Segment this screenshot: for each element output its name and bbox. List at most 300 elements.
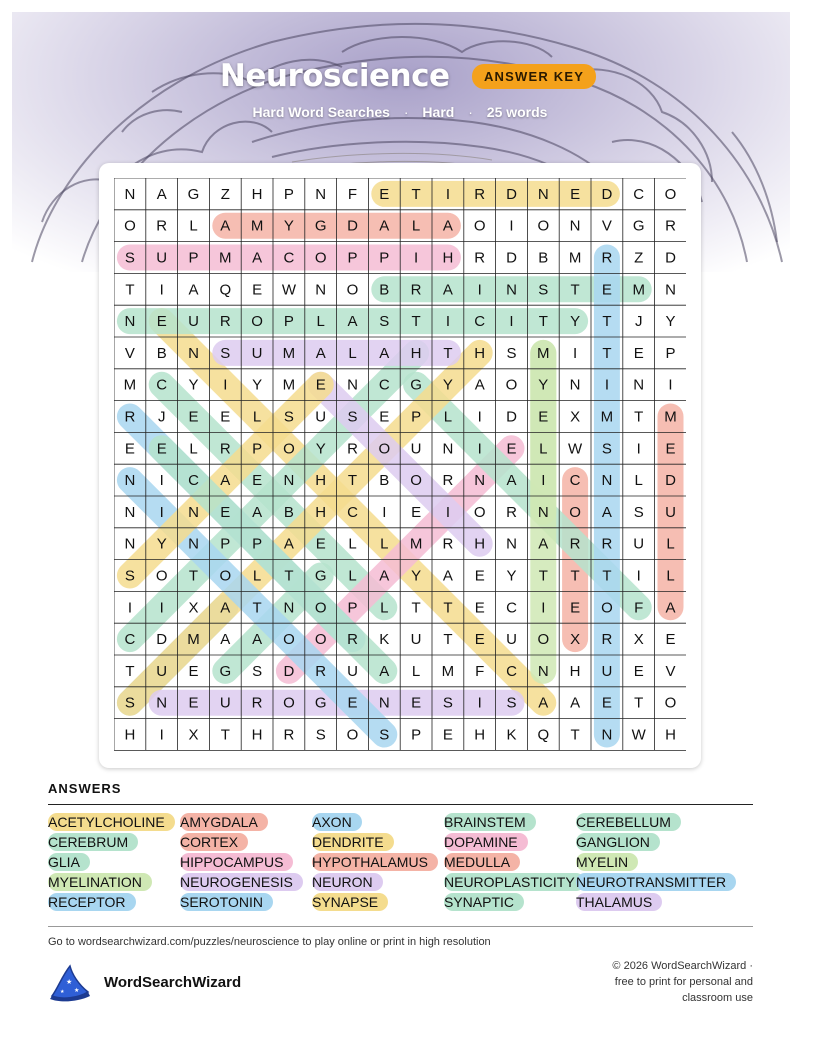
grid-letter[interactable]: W: [631, 726, 646, 744]
grid-letter[interactable]: P: [411, 408, 422, 426]
grid-letter[interactable]: T: [284, 567, 294, 585]
grid-letter[interactable]: V: [601, 217, 612, 235]
grid-letter[interactable]: S: [538, 281, 549, 299]
grid-letter[interactable]: U: [156, 249, 168, 267]
grid-letter[interactable]: A: [665, 599, 676, 617]
grid-letter[interactable]: N: [156, 694, 168, 712]
grid-letter[interactable]: M: [600, 408, 614, 426]
grid-letter[interactable]: O: [314, 599, 327, 617]
footer-link[interactable]: Go to wordsearchwizard.com/puzzles/neuroscience to play online or print in high resolution: [48, 936, 491, 948]
grid-letter[interactable]: I: [509, 217, 514, 235]
grid-letter[interactable]: X: [188, 599, 199, 617]
grid-letter[interactable]: L: [316, 313, 325, 331]
grid-letter[interactable]: A: [538, 694, 549, 712]
grid-letter[interactable]: N: [537, 185, 549, 203]
brand[interactable]: [48, 962, 241, 1002]
grid-letter[interactable]: T: [443, 631, 453, 649]
grid-letter[interactable]: I: [159, 503, 164, 521]
grid-letter[interactable]: S: [252, 662, 263, 680]
grid-letter[interactable]: N: [601, 726, 613, 744]
grid-letter[interactable]: O: [601, 599, 613, 617]
grid-letter[interactable]: O: [664, 185, 677, 203]
grid-letter[interactable]: D: [283, 662, 295, 680]
grid-letter[interactable]: S: [124, 694, 135, 712]
grid-letter[interactable]: G: [632, 217, 645, 235]
grid-letter[interactable]: X: [570, 631, 581, 649]
grid-letter[interactable]: X: [188, 726, 199, 744]
grid-letter[interactable]: A: [220, 217, 231, 235]
grid-letter[interactable]: S: [315, 726, 326, 744]
grid-letter[interactable]: C: [156, 376, 168, 394]
grid-letter[interactable]: D: [506, 249, 517, 267]
grid-letter[interactable]: A: [220, 631, 231, 649]
grid-letter[interactable]: D: [601, 185, 613, 203]
grid-letter[interactable]: L: [666, 567, 675, 585]
grid-letter[interactable]: A: [347, 313, 358, 331]
grid-letter[interactable]: E: [156, 313, 167, 331]
grid-letter[interactable]: N: [633, 376, 645, 394]
grid-letter[interactable]: R: [251, 694, 263, 712]
grid-letter[interactable]: A: [252, 249, 263, 267]
grid-letter[interactable]: E: [570, 599, 581, 617]
grid-letter[interactable]: O: [219, 567, 232, 585]
grid-letter[interactable]: H: [474, 344, 486, 362]
grid-letter[interactable]: R: [124, 408, 136, 426]
grid-letter[interactable]: P: [220, 535, 231, 553]
grid-letter[interactable]: T: [538, 567, 548, 585]
grid-letter[interactable]: O: [283, 694, 295, 712]
grid-letter[interactable]: R: [601, 249, 613, 267]
grid-letter[interactable]: S: [379, 726, 390, 744]
grid-letter[interactable]: O: [537, 217, 550, 235]
grid-letter[interactable]: F: [347, 185, 358, 203]
grid-letter[interactable]: D: [506, 185, 517, 203]
grid-letter[interactable]: I: [445, 185, 450, 203]
grid-letter[interactable]: Y: [538, 376, 549, 394]
grid-letter[interactable]: N: [188, 344, 199, 362]
grid-letter[interactable]: H: [665, 726, 676, 744]
grid-letter[interactable]: R: [665, 217, 676, 235]
grid-letter[interactable]: E: [411, 694, 422, 712]
grid-letter[interactable]: N: [442, 440, 454, 458]
grid-letter[interactable]: L: [539, 440, 548, 458]
grid-letter[interactable]: H: [474, 535, 486, 553]
grid-letter[interactable]: N: [188, 535, 199, 553]
grid-letter[interactable]: A: [379, 662, 390, 680]
grid-letter[interactable]: O: [155, 567, 168, 585]
grid-letter[interactable]: G: [314, 217, 327, 235]
grid-letter[interactable]: Y: [506, 567, 517, 585]
grid-letter[interactable]: E: [124, 440, 135, 458]
grid-letter[interactable]: P: [283, 313, 294, 331]
grid-letter[interactable]: S: [633, 503, 644, 521]
grid-letter[interactable]: O: [537, 631, 550, 649]
grid-letter[interactable]: A: [442, 567, 453, 585]
grid-letter[interactable]: E: [188, 408, 199, 426]
grid-letter[interactable]: P: [347, 249, 358, 267]
grid-letter[interactable]: Y: [315, 440, 326, 458]
grid-letter[interactable]: L: [411, 662, 421, 680]
grid-letter[interactable]: U: [506, 631, 517, 649]
grid-letter[interactable]: A: [379, 217, 390, 235]
grid-letter[interactable]: S: [442, 694, 453, 712]
grid-letter[interactable]: C: [124, 631, 136, 649]
grid-letter[interactable]: L: [348, 344, 357, 362]
grid-letter[interactable]: P: [665, 344, 676, 362]
grid-letter[interactable]: U: [347, 662, 358, 680]
grid-letter[interactable]: E: [601, 281, 612, 299]
grid-letter[interactable]: N: [474, 472, 486, 490]
grid-letter[interactable]: T: [634, 408, 644, 426]
grid-letter[interactable]: H: [474, 726, 486, 744]
grid-letter[interactable]: R: [506, 503, 517, 521]
grid-letter[interactable]: R: [601, 535, 613, 553]
grid-letter[interactable]: D: [156, 631, 168, 649]
grid-letter[interactable]: B: [156, 344, 167, 362]
grid-letter[interactable]: E: [252, 472, 263, 490]
grid-letter[interactable]: I: [127, 599, 132, 617]
grid-letter[interactable]: L: [252, 567, 262, 585]
grid-letter[interactable]: U: [315, 408, 327, 426]
grid-letter[interactable]: I: [541, 472, 546, 490]
grid-letter[interactable]: O: [473, 503, 486, 521]
grid-letter[interactable]: L: [380, 535, 389, 553]
grid-letter[interactable]: I: [477, 694, 482, 712]
grid-letter[interactable]: I: [414, 249, 419, 267]
grid-letter[interactable]: I: [477, 281, 482, 299]
grid-letter[interactable]: A: [570, 694, 581, 712]
grid-letter[interactable]: H: [124, 726, 136, 744]
grid-letter[interactable]: A: [252, 631, 263, 649]
grid-letter[interactable]: N: [315, 185, 327, 203]
grid-letter[interactable]: A: [252, 503, 263, 521]
grid-letter[interactable]: M: [282, 376, 296, 394]
grid-letter[interactable]: U: [633, 535, 645, 553]
grid-letter[interactable]: I: [159, 726, 164, 744]
grid-letter[interactable]: S: [124, 249, 135, 267]
grid-letter[interactable]: R: [442, 535, 454, 553]
grid-letter[interactable]: M: [568, 249, 582, 267]
grid-letter[interactable]: H: [569, 662, 581, 680]
grid-letter[interactable]: D: [665, 472, 676, 490]
grid-letter[interactable]: I: [159, 599, 164, 617]
grid-letter[interactable]: T: [252, 599, 262, 617]
grid-letter[interactable]: G: [187, 185, 200, 203]
grid-letter[interactable]: O: [346, 281, 359, 299]
grid-letter[interactable]: P: [347, 599, 358, 617]
grid-letter[interactable]: N: [537, 662, 549, 680]
grid-letter[interactable]: I: [636, 440, 641, 458]
grid-letter[interactable]: O: [410, 472, 422, 490]
grid-letter[interactable]: S: [601, 440, 612, 458]
grid-letter[interactable]: J: [634, 313, 643, 331]
grid-letter[interactable]: N: [378, 694, 390, 712]
grid-letter[interactable]: N: [283, 599, 295, 617]
grid-letter[interactable]: N: [347, 376, 358, 394]
grid-letter[interactable]: C: [188, 472, 199, 490]
grid-letter[interactable]: T: [125, 662, 135, 680]
grid-letter[interactable]: N: [315, 281, 327, 299]
grid-letter[interactable]: E: [252, 281, 263, 299]
grid-letter[interactable]: T: [443, 344, 453, 362]
grid-letter[interactable]: D: [665, 249, 676, 267]
grid-letter[interactable]: R: [347, 631, 358, 649]
grid-letter[interactable]: E: [633, 662, 644, 680]
grid-letter[interactable]: R: [315, 662, 327, 680]
grid-letter[interactable]: A: [188, 281, 199, 299]
grid-letter[interactable]: H: [315, 472, 327, 490]
grid-letter[interactable]: P: [252, 535, 263, 553]
grid-letter[interactable]: L: [634, 472, 643, 490]
grid-letter[interactable]: S: [506, 694, 517, 712]
grid-letter[interactable]: E: [506, 440, 517, 458]
grid-letter[interactable]: U: [251, 344, 263, 362]
grid-letter[interactable]: O: [346, 726, 359, 744]
grid-letter[interactable]: M: [537, 344, 550, 362]
grid-letter[interactable]: N: [283, 472, 295, 490]
grid-letter[interactable]: Y: [252, 376, 263, 394]
grid-letter[interactable]: E: [188, 694, 199, 712]
grid-letter[interactable]: D: [347, 217, 358, 235]
grid-letter[interactable]: E: [315, 376, 326, 394]
grid-letter[interactable]: A: [601, 503, 612, 521]
grid-letter[interactable]: A: [283, 535, 294, 553]
grid-letter[interactable]: N: [665, 281, 676, 299]
grid-letter[interactable]: O: [473, 217, 486, 235]
grid-letter[interactable]: A: [220, 599, 231, 617]
grid-letter[interactable]: E: [474, 631, 485, 649]
grid-letter[interactable]: M: [219, 249, 232, 267]
grid-letter[interactable]: S: [347, 408, 358, 426]
grid-letter[interactable]: T: [411, 313, 421, 331]
grid-letter[interactable]: E: [665, 631, 676, 649]
grid-letter[interactable]: Y: [665, 313, 676, 331]
grid-letter[interactable]: N: [569, 217, 581, 235]
grid-letter[interactable]: Z: [634, 249, 644, 267]
grid-letter[interactable]: A: [156, 185, 167, 203]
grid-letter[interactable]: T: [602, 344, 612, 362]
grid-letter[interactable]: I: [509, 313, 514, 331]
grid-letter[interactable]: T: [347, 472, 358, 490]
grid-letter[interactable]: L: [666, 535, 675, 553]
grid-letter[interactable]: C: [633, 185, 645, 203]
grid-letter[interactable]: F: [634, 599, 644, 617]
grid-letter[interactable]: I: [159, 472, 164, 490]
grid-letter[interactable]: A: [379, 344, 390, 362]
grid-letter[interactable]: E: [315, 535, 326, 553]
grid-letter[interactable]: A: [220, 472, 231, 490]
grid-letter[interactable]: P: [188, 249, 199, 267]
grid-letter[interactable]: E: [379, 185, 390, 203]
grid-letter[interactable]: C: [506, 662, 517, 680]
grid-letter[interactable]: W: [281, 281, 296, 299]
grid-letter[interactable]: Y: [442, 376, 453, 394]
grid-letter[interactable]: O: [664, 694, 677, 712]
grid-letter[interactable]: H: [442, 249, 454, 267]
grid-letter[interactable]: J: [157, 408, 166, 426]
grid-letter[interactable]: T: [411, 185, 421, 203]
grid-letter[interactable]: S: [379, 313, 390, 331]
grid-letter[interactable]: P: [379, 249, 390, 267]
grid-letter[interactable]: E: [474, 567, 485, 585]
grid-letter[interactable]: T: [188, 567, 199, 585]
grid-letter[interactable]: E: [601, 694, 612, 712]
grid-letter[interactable]: N: [124, 535, 136, 553]
grid-letter[interactable]: Y: [188, 376, 199, 394]
grid-letter[interactable]: C: [474, 313, 486, 331]
grid-letter[interactable]: Y: [283, 217, 294, 235]
grid-letter[interactable]: R: [347, 440, 358, 458]
grid-letter[interactable]: I: [477, 408, 482, 426]
grid-letter[interactable]: D: [506, 408, 517, 426]
grid-letter[interactable]: Q: [537, 726, 550, 744]
grid-letter[interactable]: T: [125, 281, 135, 299]
grid-letter[interactable]: L: [411, 217, 421, 235]
grid-letter[interactable]: T: [570, 567, 580, 585]
grid-letter[interactable]: O: [124, 217, 136, 235]
grid-letter[interactable]: N: [506, 281, 517, 299]
grid-letter[interactable]: U: [665, 503, 676, 521]
grid-letter[interactable]: C: [347, 503, 358, 521]
grid-letter[interactable]: N: [188, 503, 199, 521]
grid-letter[interactable]: R: [569, 535, 581, 553]
grid-letter[interactable]: R: [156, 217, 168, 235]
grid-letter[interactable]: L: [348, 567, 357, 585]
grid-letter[interactable]: C: [283, 249, 295, 267]
grid-letter[interactable]: N: [124, 472, 136, 490]
grid-letter[interactable]: M: [441, 662, 455, 680]
grid-letter[interactable]: L: [189, 440, 198, 458]
grid-letter[interactable]: K: [379, 631, 390, 649]
grid-letter[interactable]: E: [474, 599, 485, 617]
grid-letter[interactable]: I: [636, 567, 641, 585]
grid-letter[interactable]: A: [506, 472, 517, 490]
grid-letter[interactable]: A: [442, 281, 453, 299]
grid-letter[interactable]: H: [251, 726, 263, 744]
grid-letter[interactable]: B: [379, 281, 390, 299]
grid-letter[interactable]: I: [159, 281, 164, 299]
grid-letter[interactable]: E: [188, 662, 199, 680]
grid-letter[interactable]: A: [315, 344, 326, 362]
grid-letter[interactable]: L: [380, 599, 389, 617]
grid-letter[interactable]: Z: [220, 185, 230, 203]
grid-letter[interactable]: N: [124, 313, 136, 331]
grid-letter[interactable]: T: [443, 599, 453, 617]
grid-letter[interactable]: M: [250, 217, 264, 235]
grid-letter[interactable]: N: [569, 376, 581, 394]
grid-letter[interactable]: B: [538, 249, 549, 267]
grid-letter[interactable]: O: [251, 313, 263, 331]
grid-letter[interactable]: O: [314, 631, 327, 649]
grid-letter[interactable]: I: [477, 440, 482, 458]
grid-letter[interactable]: I: [604, 376, 609, 394]
grid-letter[interactable]: A: [474, 376, 485, 394]
grid-letter[interactable]: T: [602, 567, 612, 585]
grid-letter[interactable]: G: [314, 567, 327, 585]
grid-letter[interactable]: T: [570, 726, 580, 744]
grid-letter[interactable]: S: [220, 344, 231, 362]
grid-letter[interactable]: L: [189, 217, 198, 235]
grid-letter[interactable]: L: [348, 535, 357, 553]
grid-letter[interactable]: I: [445, 503, 450, 521]
grid-letter[interactable]: O: [314, 249, 327, 267]
grid-letter[interactable]: R: [219, 440, 231, 458]
grid-letter[interactable]: M: [123, 376, 137, 394]
grid-letter[interactable]: W: [568, 440, 583, 458]
grid-letter[interactable]: Y: [570, 313, 581, 331]
grid-letter[interactable]: A: [379, 567, 390, 585]
grid-letter[interactable]: B: [379, 472, 390, 490]
grid-letter[interactable]: R: [410, 281, 422, 299]
grid-letter[interactable]: T: [634, 694, 644, 712]
grid-letter[interactable]: Y: [411, 567, 422, 585]
grid-letter[interactable]: I: [223, 376, 228, 394]
grid-letter[interactable]: N: [124, 185, 136, 203]
grid-letter[interactable]: E: [220, 503, 231, 521]
grid-letter[interactable]: T: [220, 726, 230, 744]
grid-letter[interactable]: N: [124, 503, 136, 521]
grid-letter[interactable]: G: [410, 376, 422, 394]
grid-letter[interactable]: A: [538, 535, 549, 553]
grid-letter[interactable]: U: [410, 631, 422, 649]
grid-letter[interactable]: E: [156, 440, 167, 458]
grid-letter[interactable]: T: [411, 599, 421, 617]
grid-letter[interactable]: R: [219, 313, 231, 331]
grid-letter[interactable]: M: [409, 535, 423, 553]
grid-letter[interactable]: O: [283, 440, 295, 458]
grid-letter[interactable]: Q: [219, 281, 232, 299]
grid-letter[interactable]: E: [538, 408, 549, 426]
grid-letter[interactable]: O: [378, 440, 391, 458]
grid-letter[interactable]: X: [570, 408, 581, 426]
grid-letter[interactable]: V: [124, 344, 135, 362]
grid-letter[interactable]: I: [573, 344, 578, 362]
grid-letter[interactable]: L: [443, 408, 453, 426]
grid-letter[interactable]: U: [188, 313, 199, 331]
grid-letter[interactable]: S: [283, 408, 294, 426]
grid-letter[interactable]: E: [220, 408, 231, 426]
grid-letter[interactable]: X: [633, 631, 644, 649]
grid-letter[interactable]: U: [410, 440, 422, 458]
grid-letter[interactable]: H: [315, 503, 327, 521]
grid-letter[interactable]: G: [314, 694, 327, 712]
grid-letter[interactable]: Y: [156, 535, 167, 553]
grid-letter[interactable]: U: [219, 694, 231, 712]
grid-letter[interactable]: R: [442, 472, 454, 490]
grid-letter[interactable]: P: [411, 726, 422, 744]
grid-letter[interactable]: O: [283, 631, 295, 649]
grid-letter[interactable]: C: [378, 376, 390, 394]
grid-letter[interactable]: N: [537, 503, 549, 521]
grid-letter[interactable]: R: [474, 249, 486, 267]
grid-letter[interactable]: M: [632, 281, 645, 299]
grid-letter[interactable]: M: [282, 344, 296, 362]
grid-letter[interactable]: V: [665, 662, 676, 680]
grid-letter[interactable]: F: [475, 662, 485, 680]
grid-letter[interactable]: T: [602, 313, 612, 331]
grid-letter[interactable]: T: [570, 281, 580, 299]
grid-letter[interactable]: R: [601, 631, 613, 649]
grid-letter[interactable]: K: [506, 726, 517, 744]
grid-letter[interactable]: H: [410, 344, 422, 362]
grid-letter[interactable]: E: [347, 694, 358, 712]
grid-letter[interactable]: C: [569, 472, 581, 490]
grid-letter[interactable]: B: [283, 503, 294, 521]
grid-letter[interactable]: U: [601, 662, 613, 680]
grid-letter[interactable]: O: [569, 503, 581, 521]
grid-letter[interactable]: I: [445, 313, 450, 331]
grid-letter[interactable]: O: [505, 376, 518, 394]
